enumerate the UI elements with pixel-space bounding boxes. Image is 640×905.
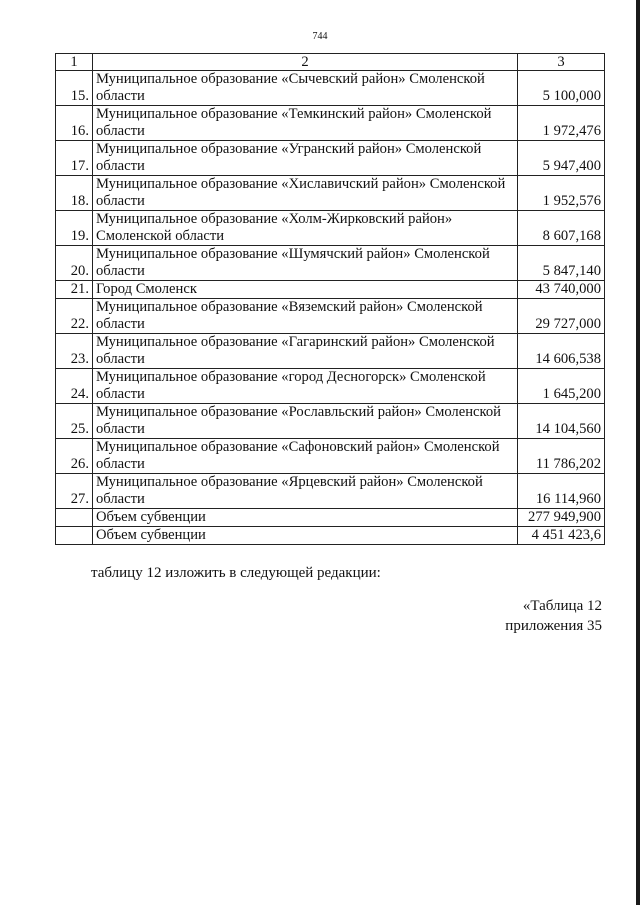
row-name: Муниципальное образование «Холм-Жирковский район» Смоленской области bbox=[93, 211, 518, 246]
table-row bbox=[56, 106, 605, 141]
row-name: Муниципальное образование «Гагаринский район» Смоленской области bbox=[93, 334, 518, 369]
row-name: Муниципальное образование «Рославльский район» Смоленской области bbox=[93, 404, 518, 439]
column-header-3: 3 bbox=[518, 54, 605, 71]
row-value: 11 786,202 bbox=[518, 439, 605, 474]
row-number: 21. bbox=[56, 281, 93, 299]
row-number: 15. bbox=[56, 71, 93, 106]
caption-line-1: «Таблица 12 bbox=[522, 598, 602, 614]
row-name: Муниципальное образование «Вяземский район» Смоленской области bbox=[93, 299, 518, 334]
row-name: Муниципальное образование «город Десногорск» Смоленской области bbox=[93, 369, 518, 404]
table-row bbox=[56, 527, 605, 545]
row-name: Муниципальное образование «Темкинский район» Смоленской области bbox=[93, 106, 518, 141]
table-row bbox=[56, 141, 605, 176]
row-value: 5 100,000 bbox=[518, 71, 605, 106]
table-row bbox=[56, 369, 605, 404]
row-name: Муниципальное образование «Шумячский район» Смоленской области bbox=[93, 246, 518, 281]
row-number: 27. bbox=[56, 474, 93, 509]
scan-edge bbox=[636, 0, 640, 905]
row-name: Объем субвенции bbox=[93, 509, 518, 527]
row-number: 17. bbox=[56, 141, 93, 176]
row-number: 26. bbox=[56, 439, 93, 474]
row-value: 4 451 423,6 bbox=[518, 527, 605, 545]
row-name: Город Смоленск bbox=[93, 281, 518, 299]
row-value: 1 972,476 bbox=[518, 106, 605, 141]
row-number: 18. bbox=[56, 176, 93, 211]
row-value: 1 645,200 bbox=[518, 369, 605, 404]
row-number: 16. bbox=[56, 106, 93, 141]
table-row bbox=[56, 404, 605, 439]
table-row bbox=[56, 509, 605, 527]
table-row bbox=[56, 281, 605, 299]
row-value: 29 727,000 bbox=[518, 299, 605, 334]
row-number bbox=[56, 527, 93, 545]
column-header-2: 2 bbox=[93, 54, 518, 71]
table-caption bbox=[505, 596, 602, 636]
row-number: 20. bbox=[56, 246, 93, 281]
row-value: 14 104,560 bbox=[518, 404, 605, 439]
row-name: Муниципальное образование «Угранский район» Смоленской области bbox=[93, 141, 518, 176]
row-name: Муниципальное образование «Сафоновский район» Смоленской области bbox=[93, 439, 518, 474]
row-name: Муниципальное образование «Сычевский район» Смоленской области bbox=[93, 71, 518, 106]
row-value: 277 949,900 bbox=[518, 509, 605, 527]
table-row bbox=[56, 334, 605, 369]
table-header-row bbox=[56, 54, 605, 71]
row-number: 25. bbox=[56, 404, 93, 439]
row-name: Муниципальное образование «Ярцевский район» Смоленской области bbox=[93, 474, 518, 509]
row-value: 8 607,168 bbox=[518, 211, 605, 246]
row-value: 5 847,140 bbox=[518, 246, 605, 281]
caption-line-2: приложения 35 bbox=[505, 618, 602, 634]
table-row bbox=[56, 71, 605, 106]
instruction-text: таблицу 12 изложить в следующей редакции: bbox=[91, 565, 381, 581]
row-number: 19. bbox=[56, 211, 93, 246]
row-value: 1 952,576 bbox=[518, 176, 605, 211]
table-body bbox=[56, 71, 605, 545]
subvention-table bbox=[55, 53, 605, 545]
table-row bbox=[56, 211, 605, 246]
row-name: Муниципальное образование «Хиславичский район» Смоленской области bbox=[93, 176, 518, 211]
row-value: 16 114,960 bbox=[518, 474, 605, 509]
row-value: 5 947,400 bbox=[518, 141, 605, 176]
row-number: 23. bbox=[56, 334, 93, 369]
row-number: 22. bbox=[56, 299, 93, 334]
row-number: 24. bbox=[56, 369, 93, 404]
row-value: 14 606,538 bbox=[518, 334, 605, 369]
table-row bbox=[56, 299, 605, 334]
page-number: 744 bbox=[312, 31, 328, 42]
row-name: Объем субвенции bbox=[93, 527, 518, 545]
table-row bbox=[56, 439, 605, 474]
table-row bbox=[56, 474, 605, 509]
table-row bbox=[56, 246, 605, 281]
row-value: 43 740,000 bbox=[518, 281, 605, 299]
table-row bbox=[56, 176, 605, 211]
row-number bbox=[56, 509, 93, 527]
column-header-1: 1 bbox=[56, 54, 93, 71]
